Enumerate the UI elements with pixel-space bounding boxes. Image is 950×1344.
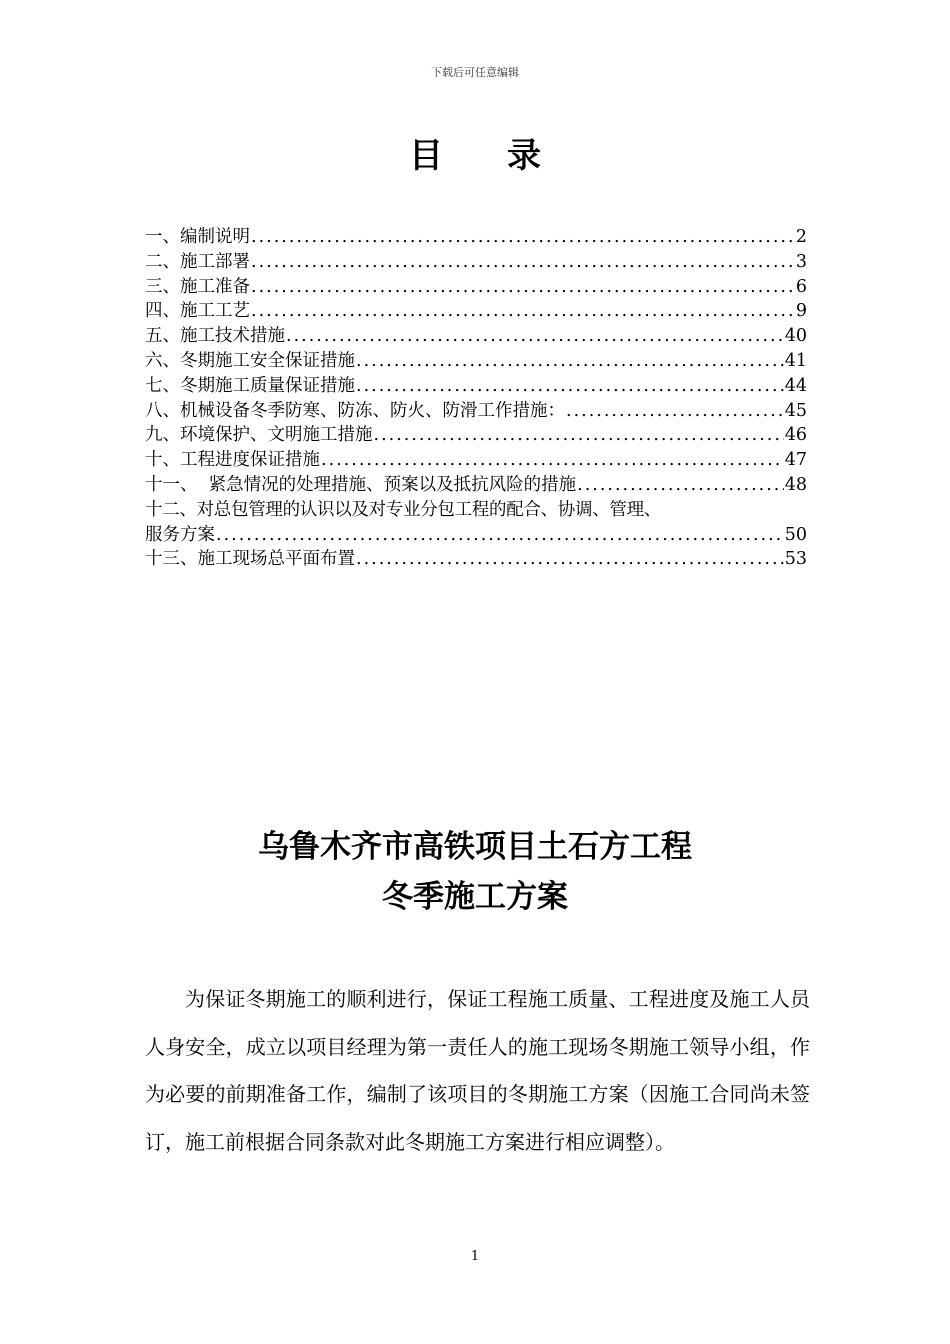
- toc-entry-wrapped-line[interactable]: [145, 498, 807, 523]
- toc-leader-dots: [356, 547, 784, 572]
- toc-entry-label: 十一、 紧急情况的处理措施、预案以及抵抗风险的措施: [145, 474, 577, 495]
- toc-entry[interactable]: [145, 374, 807, 399]
- toc-entry-label: 九、环境保护、文明施工措施: [145, 425, 373, 446]
- toc-entry-label: 六、冬期施工安全保证措施: [145, 350, 355, 371]
- toc-entry-label: 十、工程进度保证措施: [145, 450, 320, 471]
- toc-leader-dots: [286, 324, 784, 349]
- toc-entry[interactable]: [145, 448, 807, 473]
- toc-entry-label: 二、施工部署: [145, 251, 250, 272]
- toc-entry-page: 41: [784, 350, 807, 371]
- document-title: [0, 822, 950, 922]
- toc-entry-page: 6: [795, 276, 807, 297]
- toc-entry-page: 50: [784, 524, 807, 545]
- toc-entry[interactable]: [145, 299, 807, 324]
- toc-leader-dots: [577, 473, 784, 498]
- toc-leader-dots: [251, 250, 795, 275]
- toc-entry[interactable]: [145, 523, 807, 548]
- toc-entry-label: 一、编制说明: [145, 227, 250, 247]
- toc-entry-page: 2: [795, 227, 807, 247]
- toc-entry-label: 四、施工工艺: [145, 301, 250, 322]
- toc-entry-label-line1: 十二、对总包管理的认识以及对专业分包工程的配合、协调、管理、: [145, 499, 661, 520]
- toc-title: 目录: [409, 136, 605, 176]
- toc-leader-dots: [216, 523, 784, 548]
- page-number: 1: [470, 1249, 480, 1264]
- toc-leader-dots: [356, 374, 784, 399]
- toc-entry-page: 47: [784, 450, 807, 471]
- header-note: 下载后可任意编辑: [431, 66, 519, 79]
- toc-leader-dots: [251, 299, 795, 324]
- toc-entry-label: 十三、施工现场总平面布置: [145, 549, 355, 570]
- toc-entry-label: 五、施工技术措施: [145, 326, 285, 347]
- toc-entry-page: 40: [784, 326, 807, 347]
- toc-entry[interactable]: [145, 423, 807, 448]
- toc-entry-page: 44: [784, 375, 807, 396]
- toc-entry[interactable]: [145, 250, 807, 275]
- table-of-contents: [145, 225, 807, 572]
- toc-entry-page: 9: [795, 301, 807, 322]
- toc-entry-page: 48: [784, 474, 807, 495]
- toc-entry[interactable]: [145, 225, 807, 250]
- toc-entry-label: 七、冬期施工质量保证措施: [145, 375, 355, 396]
- toc-leader-dots: [356, 349, 784, 374]
- toc-entry-page: 46: [784, 425, 807, 446]
- toc-entry-page: 3: [795, 251, 807, 272]
- toc-entry-label: 服务方案: [145, 524, 215, 545]
- toc-entry-page: 45: [784, 400, 807, 421]
- toc-entry[interactable]: [145, 473, 807, 498]
- toc-entry[interactable]: [145, 399, 807, 424]
- toc-entry[interactable]: [145, 547, 807, 572]
- toc-entry-label: 三、施工准备: [145, 276, 250, 297]
- toc-entry[interactable]: [145, 349, 807, 374]
- toc-leader-dots: [321, 448, 784, 473]
- toc-leader-dots: [251, 225, 795, 250]
- toc-leader-dots: [251, 275, 795, 300]
- toc-entry[interactable]: [145, 275, 807, 300]
- document-title-line1: 乌鲁木齐市高铁项目土石方工程: [258, 829, 692, 865]
- toc-entry-label: 八、机械设备冬季防寒、防冻、防火、防滑工作措施：: [145, 400, 565, 421]
- toc-leader-dots: [566, 399, 784, 424]
- toc-entry-page: 53: [784, 549, 807, 570]
- toc-entry[interactable]: [145, 324, 807, 349]
- toc-leader-dots: [374, 423, 784, 448]
- intro-paragraph: 为保证冬期施工的顺利进行，保证工程施工质量、工程进度及施工人员人身安全，成立以项目经理为第一责任人的施工现场冬期施工领导小组，作为必要的前期准备工作，编制了该项目的冬期施工方案（因施工合同尚未签订，施工前根据合同条款对此冬期施工方案进行相应调整）。: [145, 987, 810, 1154]
- document-title-line2: 冬季施工方案: [382, 879, 568, 915]
